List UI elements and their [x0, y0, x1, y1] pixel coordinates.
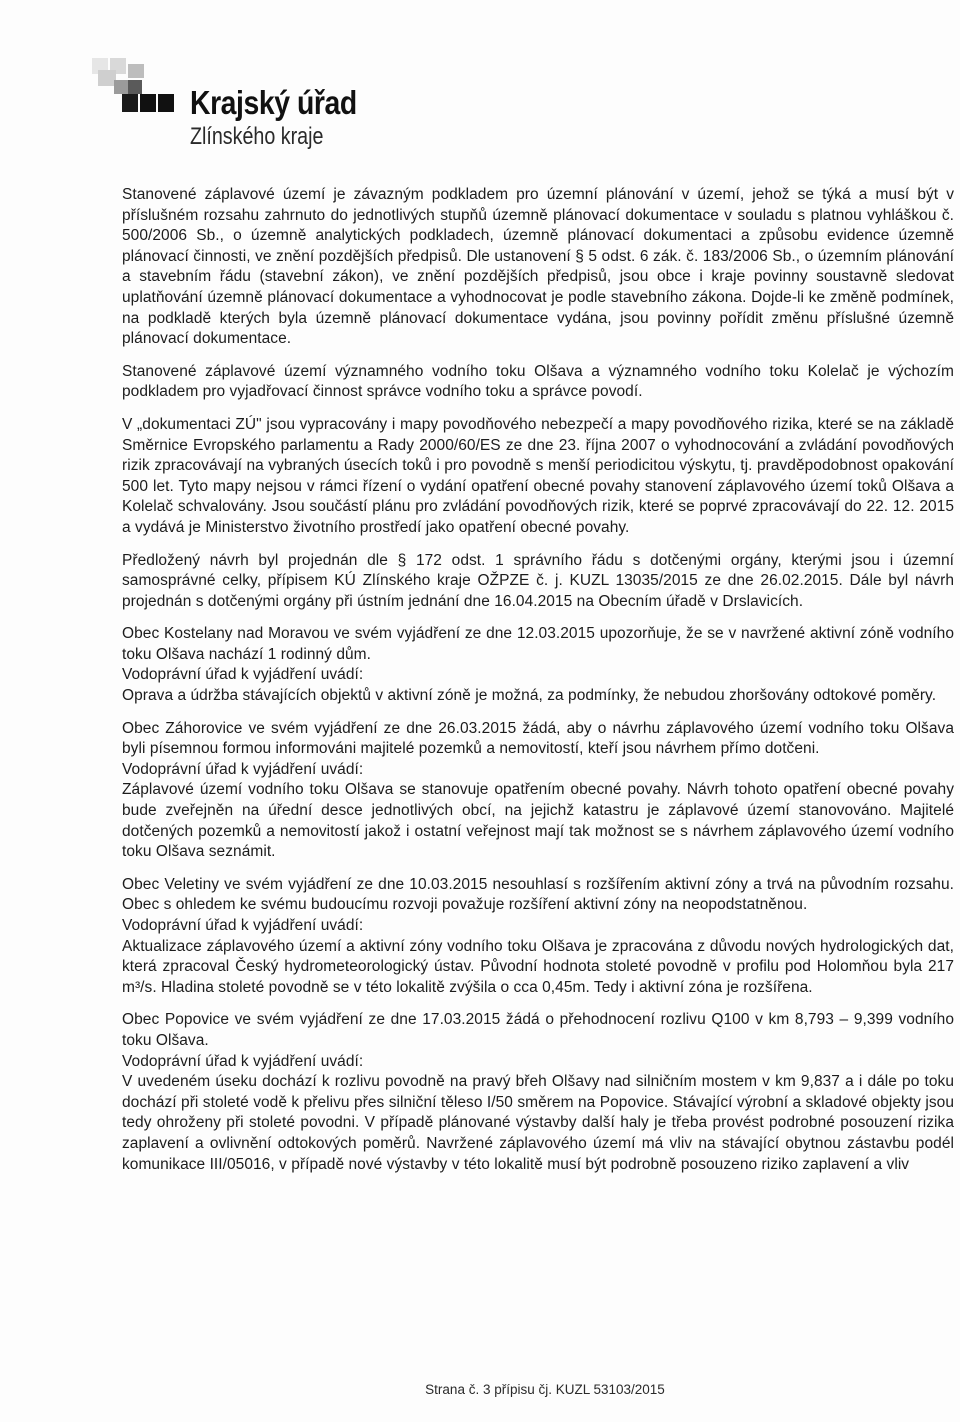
- page-footer: [0, 1382, 960, 1397]
- paragraph-kostelany: Obec Kostelany nad Moravou ve svém vyjádření ze dne 12.03.2015 upozorňuje, že se v navržené aktivní zóně vodního toku Olšava nachází 1 rodinný dům. Vodoprávní úřad k vyjádření uvádí: Oprava a údržba stávajících objektů v aktivní zóně je možná, za podmínky, že nebudou zhoršovány odtokové poměry.: [122, 625, 954, 705]
- paragraph-popovice: Obec Popovice ve svém vyjádření ze dne 17.03.2015 žádá o přehodnocení rozlivu Q100 v km 8,793 – 9,399 vodního toku Olšava. Vodoprávní úřad k vyjádření uvádí: V uvedeném úseku dochází k rozlivu povodně na pravý břeh Olšavy nad silničním mostem v km 9,837 a i dále po toku dochází při stoleté vodě k přelivu přes silniční těleso I/50 směrem na Popovice. Stávající výrobní a skladové objekty jsou tedy ohroženy při stoleté povodni. V případě plánované výstavby další haly je třeba provést podrobné posouzení rizika zaplavení a ovlivnění odtokových poměrů. Navržené záplavového území má vliv na stávající obytnou zástavbu podél komunikace III/05016, v případě nové výstavby v této lokalitě musí být podrobně posouzeno riziko zaplavení a vliv: [122, 1011, 954, 1173]
- logo-squares-icon: [92, 58, 182, 120]
- paragraph-flood-zone-basis: Stanovené záplavové území významného vodního toku Olšava a významného vodního toku Kolelač je výchozím podkladem pro vyjadřovací činnost správce vodního toku a správce povodí.: [122, 362, 954, 401]
- paragraph-veletiny: Obec Veletiny ve svém vyjádření ze dne 10.03.2015 nesouhlasí s rozšířením aktivní zóny a trvá na původním rozsahu. Obec s ohledem ke svému budoucímu rozvoji považuje rozšíření aktivní zóny na neopodstatněnou. Vodoprávní úřad k vyjádření uvádí: Aktualizace záplavového území a aktivní zóny vodního toku Olšava je zpracována z důvodu nových hydrologických dat, která zpracoval Český hydrometeorologický ústav. Původní hodnota stoleté povodně v profilu pod Holomňou byla 217 m³/s. Hladina stoleté povodně se v této lokalitě zvýšila o cca 0,45m. Tedy i aktivní zóna je rozšířena.: [122, 875, 954, 996]
- paragraph-proceedings: Předložený návrh byl projednán dle § 172 odst. 1 správního řádu s dotčenými orgány, kterými jsou i územní samosprávné celky, přípisem KÚ Zlínského kraje OŽPZE č. j. KUZL 13035/2015 ze dne 26.02.2015. Dále byl návrh projednán s dotčenými orgány při ústním jednání dne 16.04.2015 na Obecním úřadě v Drslavicích.: [122, 551, 954, 610]
- document-body: [122, 185, 954, 1175]
- header-logo: [92, 58, 412, 158]
- org-name: Krajský úřad: [190, 84, 357, 121]
- paragraph-territorial-planning: Stanovené záplavové území je závazným podkladem pro územní plánování v území, jehož se týká a musí být v příslušném rozsahu zahrnuto do jednotlivých stupňů územně plánovací dokumentace v souladu s platnou vyhláškou č. 500/2006 Sb., o územně analytických podkladech, územně plánovací dokumentaci a způsobu evidence územně plánovací činnosti, ve znění pozdějších předpisů. Dle ustanovení § 5 odst. 6 zák. č. 183/2006 Sb., o územním plánování a stavebním řádu (stavební zákon), ve znění pozdějších předpisů, jsou obce i kraje povinny soustavně sledovat uplatňování územně plánovací dokumentace a vyhodnocovat je podle stavebního zákona. Dojde-li ke změně podmínek, na podkladě kterých byla územně plánovací dokumentace vydána, jsou povinny pořídit změnu příslušné územně plánovací dokumentace.: [122, 186, 954, 348]
- footer-page-label: Strana č. 3 přípisu čj. KUZL 53103/2015: [425, 1382, 665, 1397]
- paragraph-zahorovice: Obec Záhorovice ve svém vyjádření ze dne 26.03.2015 žádá, aby o návrhu záplavového území vodního toku Olšava byli písemnou formou informováni majitelé pozemků a nemovitostí, kteří jsou návrhem přímo dotčeni. Vodoprávní úřad k vyjádření uvádí: Záplavové území vodního toku Olšava se stanovuje opatřením obecné povahy. Návrh tohoto opatření obecné povahy bude zveřejněn na úřední desce jednotlivých obcí, na jejichž katastru je záplavové území stanovováno. Majitelé dotčených pozemků a nemovitostí jakož i ostatní veřejnost mají tak možnost se s návrhem záplavového území vodního toku Olšava seznámit.: [122, 719, 954, 861]
- paragraph-flood-maps: V „dokumentaci ZÚ" jsou vypracovány i mapy povodňového nebezpečí a mapy povodňového rizika, které se na základě Směrnice Evropského parlamentu a Rady 2000/60/ES ze dne 23. října 2007 o vyhodnocování a zvládání povodňových rizik zpracovávají na vybraných úsecích toků i pro povodně s menší periodicitou výskytu, tj. pravděpodobnost opakování 500 let. Tyto mapy nejsou v rámci řízení o vydání opatření obecné povahy stanovení záplavového území toků Olšava a Kolelač schvalovány. Jsou součástí plánu pro zvládání povodňových rizik, které se poprvé zpracovávají do 22. 12. 2015 a vydává je Ministerstvo životního prostředí jako opatření obecné povahy.: [122, 415, 954, 536]
- org-region: Zlínského kraje: [190, 123, 324, 150]
